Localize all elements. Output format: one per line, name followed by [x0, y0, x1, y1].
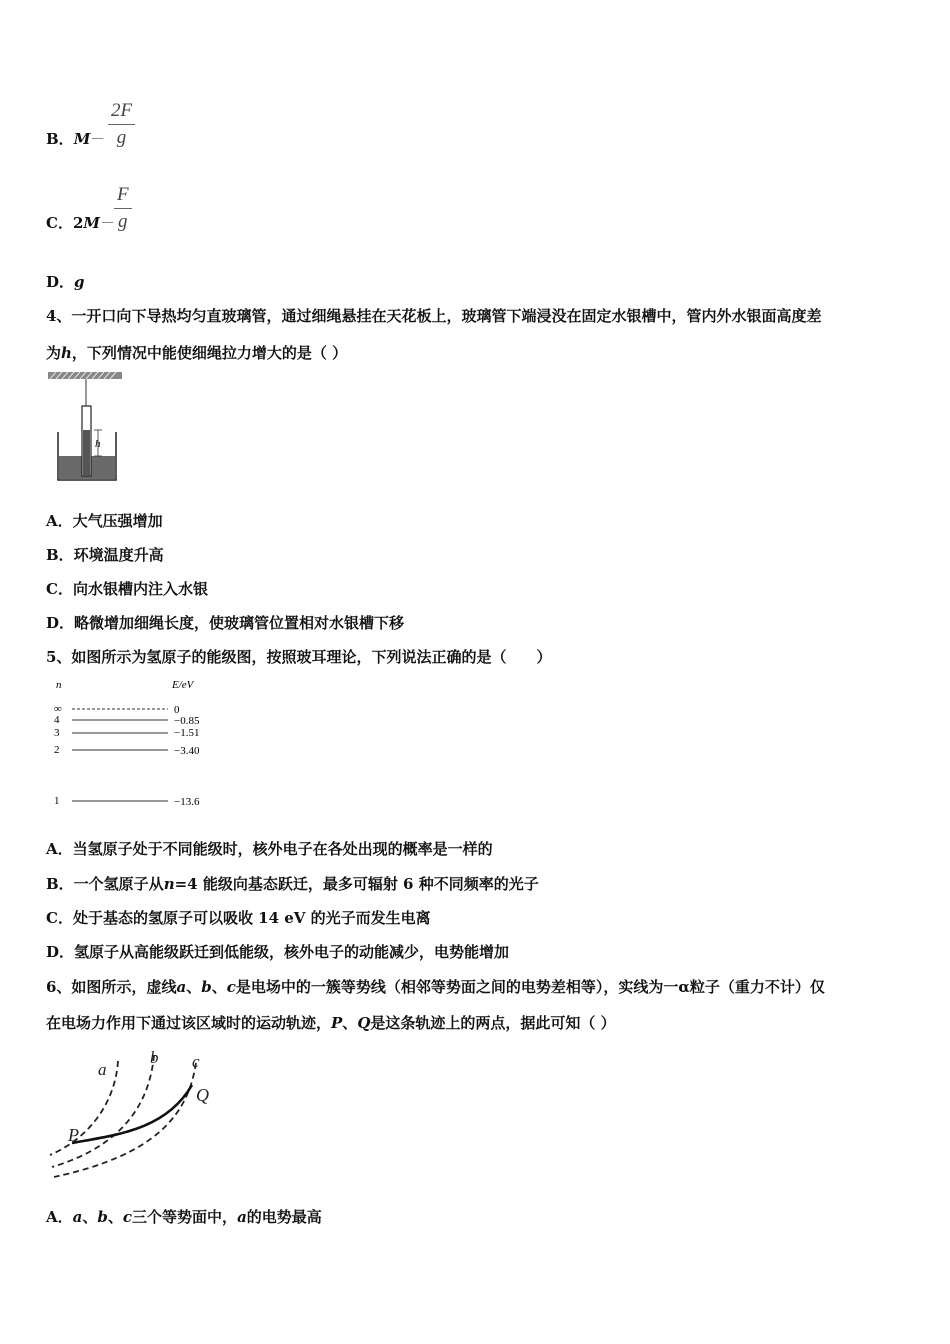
text: 在电场力作用下通过该区域时的运动轨迹， [46, 1014, 332, 1032]
energy-level-diagram [46, 676, 226, 811]
label-a: a [98, 1060, 107, 1079]
equipotential-figure [46, 1045, 226, 1180]
level-E: −13.6 [174, 796, 200, 808]
fraction-F-over-g [114, 184, 132, 233]
h-label: h [95, 438, 101, 450]
label-b: b [150, 1048, 159, 1067]
mercury-tube-figure [46, 370, 126, 485]
equipotential-c [54, 1063, 196, 1177]
var: c [122, 1208, 133, 1226]
q4-stem-line1: 4、一开口向下导热均匀直玻璃管，通过细绳悬挂在天花板上，玻璃管下端浸没在固定水银槽中，管内外水银面高度差 [46, 307, 822, 325]
var: a [237, 1208, 247, 1226]
level-E: −1.51 [174, 727, 200, 739]
var: Q [357, 1014, 371, 1032]
q5-option-d: D．氢原子从高能级跃迁到低能级，核外电子的动能减少，电势能增加 [46, 943, 510, 961]
text: 为 [46, 344, 62, 362]
fraction-bar [114, 208, 132, 209]
text: 三个等势面中， [132, 1208, 238, 1226]
q6-stem-line2 [46, 1012, 616, 1033]
text: 是这条轨迹上的两点，据此可知（ ） [370, 1014, 616, 1032]
text: ，下列情况中能使细绳拉力增大的是（ ） [71, 344, 348, 362]
q5-option-c: C．处于基态的氢原子可以吸收 14 eV 的光子而发生电离 [46, 909, 431, 927]
text: A． [46, 1208, 73, 1226]
minus-sign: － [100, 214, 116, 232]
text: 6、如图所示，虚线 [46, 978, 177, 996]
var-M: M [73, 130, 91, 148]
text: 、 [211, 978, 227, 996]
fraction-numerator: 2F [111, 100, 133, 121]
label-c: c [192, 1052, 200, 1071]
var: a [72, 1208, 83, 1226]
q3-option-d [46, 271, 85, 292]
var-h: h [61, 344, 72, 362]
q5-option-b [46, 873, 539, 894]
var-g: g [74, 273, 85, 291]
fraction-bar [108, 124, 135, 125]
fraction-numerator: F [117, 184, 129, 205]
q3-option-c [46, 212, 115, 233]
q4-option-c: C．向水银槽内注入水银 [46, 580, 208, 598]
level-E: −0.85 [174, 715, 200, 727]
level-n: 3 [54, 727, 60, 739]
level-n: ∞ [54, 703, 62, 715]
level-E: 0 [174, 704, 180, 716]
fraction-2F-over-g [108, 100, 135, 149]
coef: 2 [72, 214, 84, 232]
q5-option-a: A．当氢原子处于不同能级时，核外电子在各处出现的概率是一样的 [46, 840, 493, 858]
option-label: B． [46, 130, 74, 148]
mercury-in-tube [83, 430, 90, 476]
q5-stem: 5、如图所示为氢原子的能级图，按照玻耳理论，下列说法正确的是（ ） [46, 648, 552, 666]
fraction-denominator: g [118, 211, 128, 232]
col-n-label: n [56, 679, 62, 691]
q4-stem-line2 [46, 342, 347, 363]
var: b [201, 978, 212, 996]
text: 、 [186, 978, 202, 996]
text: B．一个氢原子从 [46, 875, 164, 893]
label-P: P [68, 1125, 79, 1145]
var: a [176, 978, 187, 996]
label-Q: Q [196, 1085, 209, 1105]
text: 、 [107, 1208, 123, 1226]
level-n: 1 [54, 795, 60, 807]
minus-sign: － [90, 130, 106, 148]
level-n: 4 [54, 714, 60, 726]
option-label: D． [46, 273, 75, 291]
var: P [331, 1014, 343, 1032]
option-label: C． [46, 214, 73, 232]
q4-option-a: A．大气压强增加 [46, 512, 163, 530]
q6-option-a [46, 1206, 322, 1227]
var: c [226, 978, 236, 996]
q4-option-b: B．环境温度升高 [46, 546, 164, 564]
var: b [97, 1208, 108, 1226]
col-E-label: E/eV [172, 679, 194, 691]
text: 、 [82, 1208, 98, 1226]
level-n: 2 [54, 744, 60, 756]
text: 的电势最高 [246, 1208, 322, 1226]
var-M: M [83, 214, 100, 232]
particle-trajectory [72, 1085, 192, 1143]
q4-option-d: D．略微增加细绳长度，使玻璃管位置相对水银槽下移 [46, 614, 405, 632]
text: 是电场中的一簇等势线（相邻等势面之间的电势差相等），实线为一α粒子（重力不计）仅 [235, 978, 825, 996]
q3-option-b [46, 128, 105, 149]
q6-stem-line1 [46, 976, 825, 997]
level-E: −3.40 [174, 745, 200, 757]
text: =4 能级向基态跃迁，最多可辐射 6 种不同频率的光子 [174, 875, 539, 893]
fraction-denominator: g [116, 127, 127, 148]
text: 、 [342, 1014, 358, 1032]
var-n: n [163, 875, 175, 893]
